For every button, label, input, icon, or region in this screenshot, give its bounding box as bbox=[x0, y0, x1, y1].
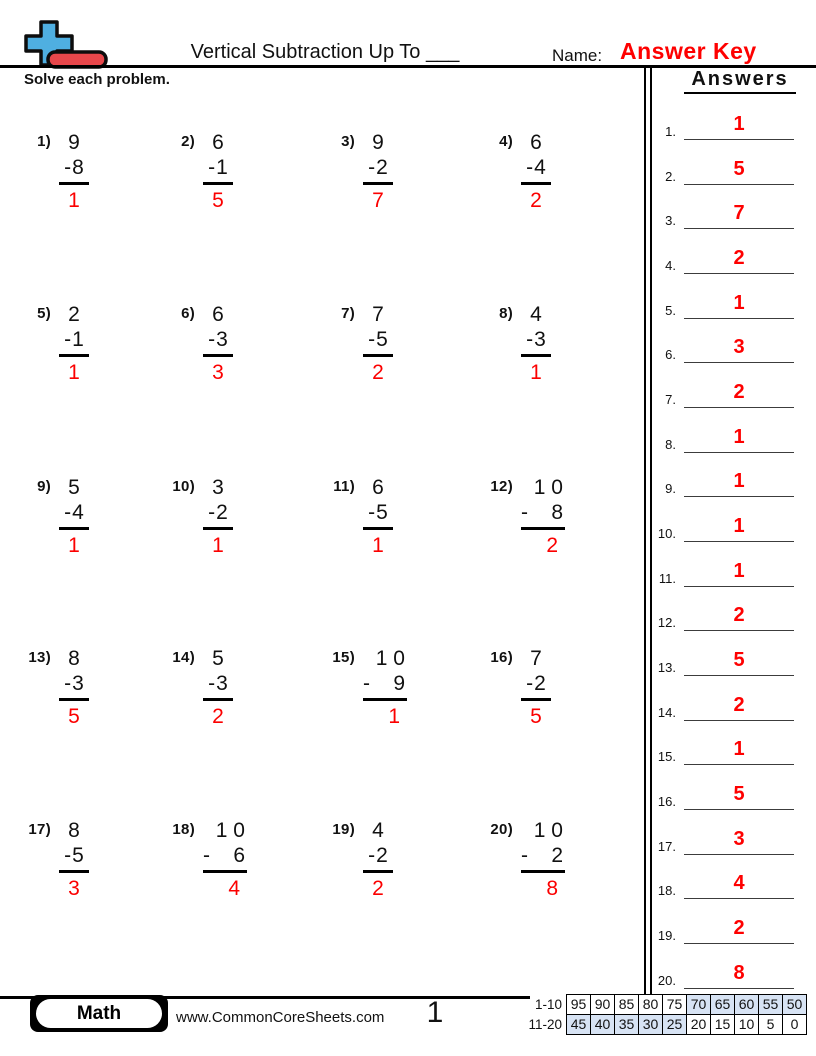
problem-2 bbox=[165, 130, 233, 213]
answer-value: 1 bbox=[733, 113, 745, 135]
score-cell: 40 bbox=[591, 1015, 615, 1035]
problem-number: 2) bbox=[181, 133, 195, 150]
problem-answer: 8 bbox=[546, 877, 558, 900]
website-url: www.CommonCoreSheets.com bbox=[176, 1009, 385, 1026]
answer-line bbox=[684, 779, 794, 810]
minus-sign: - bbox=[64, 328, 72, 351]
minus-sign: - bbox=[521, 501, 528, 524]
answer-number: 12. bbox=[657, 615, 676, 630]
score-cell: 30 bbox=[639, 1015, 663, 1035]
answer-line bbox=[684, 645, 794, 676]
problem-17 bbox=[21, 818, 89, 901]
answer-entry-14 bbox=[650, 691, 796, 721]
answer-value: 1 bbox=[733, 515, 745, 537]
problem-answer: 1 bbox=[68, 189, 80, 212]
problem-6 bbox=[165, 302, 233, 385]
answer-number: 1. bbox=[665, 124, 676, 139]
minuend: 6 bbox=[212, 131, 224, 154]
problem-answer: 7 bbox=[372, 189, 384, 212]
minuend: 6 bbox=[212, 303, 224, 326]
problem-number: 6) bbox=[181, 305, 195, 322]
minus-sign: - bbox=[526, 328, 534, 351]
minuend: 5 bbox=[68, 476, 80, 499]
problem-answer: 1 bbox=[372, 534, 384, 557]
answer-line bbox=[684, 288, 794, 319]
minus-sign: - bbox=[368, 501, 376, 524]
answer-value: 7 bbox=[733, 202, 745, 224]
problem-answer: 1 bbox=[388, 705, 400, 728]
answer-entry-19 bbox=[650, 914, 796, 944]
score-cell: 95 bbox=[567, 995, 591, 1015]
answer-entry-17 bbox=[650, 825, 796, 855]
answer-value: 2 bbox=[733, 694, 745, 716]
score-cell: 65 bbox=[711, 995, 735, 1015]
problem-number: 3) bbox=[341, 133, 355, 150]
answer-number: 13. bbox=[657, 660, 676, 675]
answer-entry-15 bbox=[650, 735, 796, 765]
problem-answer: 3 bbox=[212, 361, 224, 384]
problem-number: 8) bbox=[499, 305, 513, 322]
answer-value: 1 bbox=[733, 560, 745, 582]
minus-sign: - bbox=[368, 844, 376, 867]
problem-answer: 2 bbox=[372, 877, 384, 900]
score-cell: 90 bbox=[591, 995, 615, 1015]
minuend: 3 bbox=[212, 476, 224, 499]
score-cell: 0 bbox=[783, 1015, 807, 1035]
answer-entry-7 bbox=[650, 378, 796, 408]
problem-number: 5) bbox=[37, 305, 51, 322]
problem-number: 1) bbox=[37, 133, 51, 150]
problem-9 bbox=[21, 475, 89, 558]
problem-answer: 2 bbox=[212, 705, 224, 728]
answer-entry-20 bbox=[650, 959, 796, 989]
minus-sign: - bbox=[64, 672, 72, 695]
subtrahend: 5 bbox=[376, 328, 388, 351]
minuend: 8 bbox=[68, 819, 80, 842]
answer-line bbox=[684, 690, 794, 721]
answer-line bbox=[684, 913, 794, 944]
problem-number: 4) bbox=[499, 133, 513, 150]
minus-sign: - bbox=[203, 844, 210, 867]
answer-line bbox=[684, 824, 794, 855]
answer-line bbox=[684, 600, 794, 631]
problem-answer: 1 bbox=[212, 534, 224, 557]
minus-sign: - bbox=[208, 501, 216, 524]
subtrahend: 8 bbox=[551, 501, 563, 524]
minus-sign: - bbox=[208, 672, 216, 695]
answer-entry-12 bbox=[650, 601, 796, 631]
answer-number: 4. bbox=[665, 258, 676, 273]
problem-15 bbox=[325, 646, 407, 729]
answer-value: 2 bbox=[733, 604, 745, 626]
score-cell: 20 bbox=[687, 1015, 711, 1035]
answer-entry-6 bbox=[650, 333, 796, 363]
score-cell: 80 bbox=[639, 995, 663, 1015]
subtrahend: 1 bbox=[72, 328, 84, 351]
answer-line bbox=[684, 198, 794, 229]
score-cell: 50 bbox=[783, 995, 807, 1015]
answer-value: 3 bbox=[733, 336, 745, 358]
subtrahend: 5 bbox=[72, 844, 84, 867]
problem-number: 11) bbox=[333, 478, 355, 495]
minuend: 9 bbox=[372, 131, 384, 154]
subject-label: Math bbox=[36, 999, 162, 1028]
problem-18 bbox=[165, 818, 247, 901]
answer-value: 2 bbox=[733, 247, 745, 269]
score-cell: 10 bbox=[735, 1015, 759, 1035]
minuend: 1 0 bbox=[533, 819, 563, 842]
answers-panel-title: Answers bbox=[684, 68, 796, 94]
problem-answer: 5 bbox=[212, 189, 224, 212]
minus-sign: - bbox=[368, 156, 376, 179]
score-cell: 5 bbox=[759, 1015, 783, 1035]
minuend: 6 bbox=[530, 131, 542, 154]
answer-value: 4 bbox=[733, 872, 745, 894]
subtrahend: 6 bbox=[233, 844, 245, 867]
answer-number: 14. bbox=[657, 705, 676, 720]
answer-entry-11 bbox=[650, 557, 796, 587]
answer-value: 1 bbox=[733, 738, 745, 760]
answer-number: 7. bbox=[665, 392, 676, 407]
subtrahend: 4 bbox=[72, 501, 84, 524]
minus-sign: - bbox=[208, 156, 216, 179]
problem-1 bbox=[21, 130, 89, 213]
answer-value: 3 bbox=[733, 828, 745, 850]
problem-3 bbox=[325, 130, 393, 213]
score-row-label: 1-10 bbox=[534, 997, 562, 1012]
answer-entry-18 bbox=[650, 869, 796, 899]
answer-number: 10. bbox=[657, 526, 676, 541]
answer-number: 16. bbox=[657, 794, 676, 809]
minuend: 9 bbox=[68, 131, 80, 154]
subtrahend: 3 bbox=[72, 672, 84, 695]
score-cell: 60 bbox=[735, 995, 759, 1015]
problem-8 bbox=[483, 302, 551, 385]
problem-number: 10) bbox=[172, 478, 195, 495]
score-cell: 70 bbox=[687, 995, 711, 1015]
subtrahend: 2 bbox=[551, 844, 563, 867]
answer-value: 5 bbox=[733, 783, 745, 805]
answer-entry-10 bbox=[650, 512, 796, 542]
problem-answer: 3 bbox=[68, 877, 80, 900]
problem-7 bbox=[325, 302, 393, 385]
problem-11 bbox=[325, 475, 393, 558]
problem-answer: 1 bbox=[68, 534, 80, 557]
minuend: 4 bbox=[372, 819, 384, 842]
problem-5 bbox=[21, 302, 89, 385]
subtrahend: 2 bbox=[376, 156, 388, 179]
answer-key-text: Answer Key bbox=[620, 38, 757, 64]
score-row-label: 11-20 bbox=[528, 1017, 562, 1032]
score-cell: 85 bbox=[615, 995, 639, 1015]
answer-line bbox=[684, 332, 794, 363]
problem-number: 16) bbox=[490, 649, 513, 666]
score-cell: 75 bbox=[663, 995, 687, 1015]
problem-13 bbox=[21, 646, 89, 729]
answer-line bbox=[684, 958, 794, 989]
minuend: 8 bbox=[68, 647, 80, 670]
problem-number: 20) bbox=[490, 821, 513, 838]
minuend: 4 bbox=[530, 303, 542, 326]
score-row-2 bbox=[524, 1015, 807, 1035]
score-cell: 45 bbox=[567, 1015, 591, 1035]
problem-16 bbox=[483, 646, 551, 729]
problem-answer: 2 bbox=[530, 189, 542, 212]
answer-number: 3. bbox=[665, 213, 676, 228]
answer-entry-2 bbox=[650, 155, 796, 185]
minuend: 7 bbox=[530, 647, 542, 670]
minus-sign: - bbox=[208, 328, 216, 351]
answer-value: 1 bbox=[733, 292, 745, 314]
answer-value: 5 bbox=[733, 649, 745, 671]
answer-line bbox=[684, 466, 794, 497]
answer-entry-1 bbox=[650, 110, 796, 140]
answer-entry-3 bbox=[650, 199, 796, 229]
problem-answer: 1 bbox=[530, 361, 542, 384]
answer-number: 20. bbox=[657, 973, 676, 988]
minus-sign: - bbox=[526, 672, 534, 695]
minus-sign: - bbox=[64, 156, 72, 179]
answer-value: 2 bbox=[733, 917, 745, 939]
answer-number: 17. bbox=[657, 839, 676, 854]
problem-number: 15) bbox=[332, 649, 355, 666]
answer-line bbox=[684, 511, 794, 542]
answer-number: 15. bbox=[657, 749, 676, 764]
answer-line bbox=[684, 422, 794, 453]
subtrahend: 2 bbox=[376, 844, 388, 867]
problem-number: 19) bbox=[332, 821, 355, 838]
minus-sign: - bbox=[64, 844, 72, 867]
minuend: 7 bbox=[372, 303, 384, 326]
subtrahend: 4 bbox=[534, 156, 546, 179]
answer-line bbox=[684, 154, 794, 185]
answer-number: 2. bbox=[665, 169, 676, 184]
answer-line bbox=[684, 868, 794, 899]
minus-sign: - bbox=[368, 328, 376, 351]
subtrahend: 2 bbox=[216, 501, 228, 524]
problem-4 bbox=[483, 130, 551, 213]
answer-entry-9 bbox=[650, 467, 796, 497]
problem-answer: 1 bbox=[68, 361, 80, 384]
problem-19 bbox=[325, 818, 393, 901]
minus-sign: - bbox=[363, 672, 370, 695]
subtrahend: 5 bbox=[376, 501, 388, 524]
answer-number: 9. bbox=[665, 481, 676, 496]
subtrahend: 8 bbox=[72, 156, 84, 179]
score-cell: 15 bbox=[711, 1015, 735, 1035]
answer-line bbox=[684, 556, 794, 587]
minus-sign: - bbox=[521, 844, 528, 867]
problem-12 bbox=[483, 475, 565, 558]
answer-line bbox=[684, 734, 794, 765]
minuend: 2 bbox=[68, 303, 80, 326]
minuend: 5 bbox=[212, 647, 224, 670]
problem-20 bbox=[483, 818, 565, 901]
answer-value: 5 bbox=[733, 158, 745, 180]
subtrahend: 3 bbox=[534, 328, 546, 351]
minuend: 1 0 bbox=[215, 819, 245, 842]
score-cell: 35 bbox=[615, 1015, 639, 1035]
answer-line bbox=[684, 109, 794, 140]
minus-sign: - bbox=[64, 501, 72, 524]
subtrahend: 9 bbox=[393, 672, 405, 695]
answer-entry-8 bbox=[650, 423, 796, 453]
problem-number: 18) bbox=[172, 821, 195, 838]
score-cell: 25 bbox=[663, 1015, 687, 1035]
answer-number: 18. bbox=[657, 883, 676, 898]
answer-entry-5 bbox=[650, 289, 796, 319]
problem-answer: 5 bbox=[530, 705, 542, 728]
problem-answer: 2 bbox=[546, 534, 558, 557]
problem-answer: 2 bbox=[372, 361, 384, 384]
score-table bbox=[524, 994, 807, 1035]
subtrahend: 3 bbox=[216, 328, 228, 351]
worksheet-title: Vertical Subtraction Up To ___ bbox=[190, 41, 460, 63]
answer-value: 1 bbox=[733, 470, 745, 492]
score-row-1 bbox=[524, 995, 807, 1015]
subtrahend: 3 bbox=[216, 672, 228, 695]
problem-number: 7) bbox=[341, 305, 355, 322]
subtrahend: 2 bbox=[534, 672, 546, 695]
subtrahend: 1 bbox=[216, 156, 228, 179]
minus-sign: - bbox=[526, 156, 534, 179]
page-number: 1 bbox=[426, 996, 444, 1029]
answer-number: 8. bbox=[665, 437, 676, 452]
instructions-text: Solve each problem. bbox=[24, 71, 170, 88]
answer-line bbox=[684, 377, 794, 408]
answer-entry-16 bbox=[650, 780, 796, 810]
minuend: 1 0 bbox=[533, 476, 563, 499]
answer-number: 5. bbox=[665, 303, 676, 318]
answer-entry-4 bbox=[650, 244, 796, 274]
problem-number: 12) bbox=[490, 478, 513, 495]
answer-line bbox=[684, 243, 794, 274]
problem-14 bbox=[165, 646, 233, 729]
score-cell: 55 bbox=[759, 995, 783, 1015]
answer-number: 6. bbox=[665, 347, 676, 362]
minuend: 6 bbox=[372, 476, 384, 499]
answer-value: 2 bbox=[733, 381, 745, 403]
problem-number: 17) bbox=[28, 821, 51, 838]
problem-10 bbox=[165, 475, 233, 558]
answer-number: 11. bbox=[658, 571, 676, 586]
problem-number: 13) bbox=[28, 649, 51, 666]
problem-answer: 5 bbox=[68, 705, 80, 728]
name-label: Name: bbox=[552, 46, 603, 65]
problem-answer: 4 bbox=[228, 877, 240, 900]
problem-number: 9) bbox=[37, 478, 51, 495]
minuend: 1 0 bbox=[375, 647, 405, 670]
math-badge bbox=[30, 995, 168, 1032]
answer-entry-13 bbox=[650, 646, 796, 676]
problem-number: 14) bbox=[172, 649, 195, 666]
answer-number: 19. bbox=[657, 928, 676, 943]
answer-value: 1 bbox=[733, 426, 745, 448]
answer-value: 8 bbox=[733, 962, 745, 984]
